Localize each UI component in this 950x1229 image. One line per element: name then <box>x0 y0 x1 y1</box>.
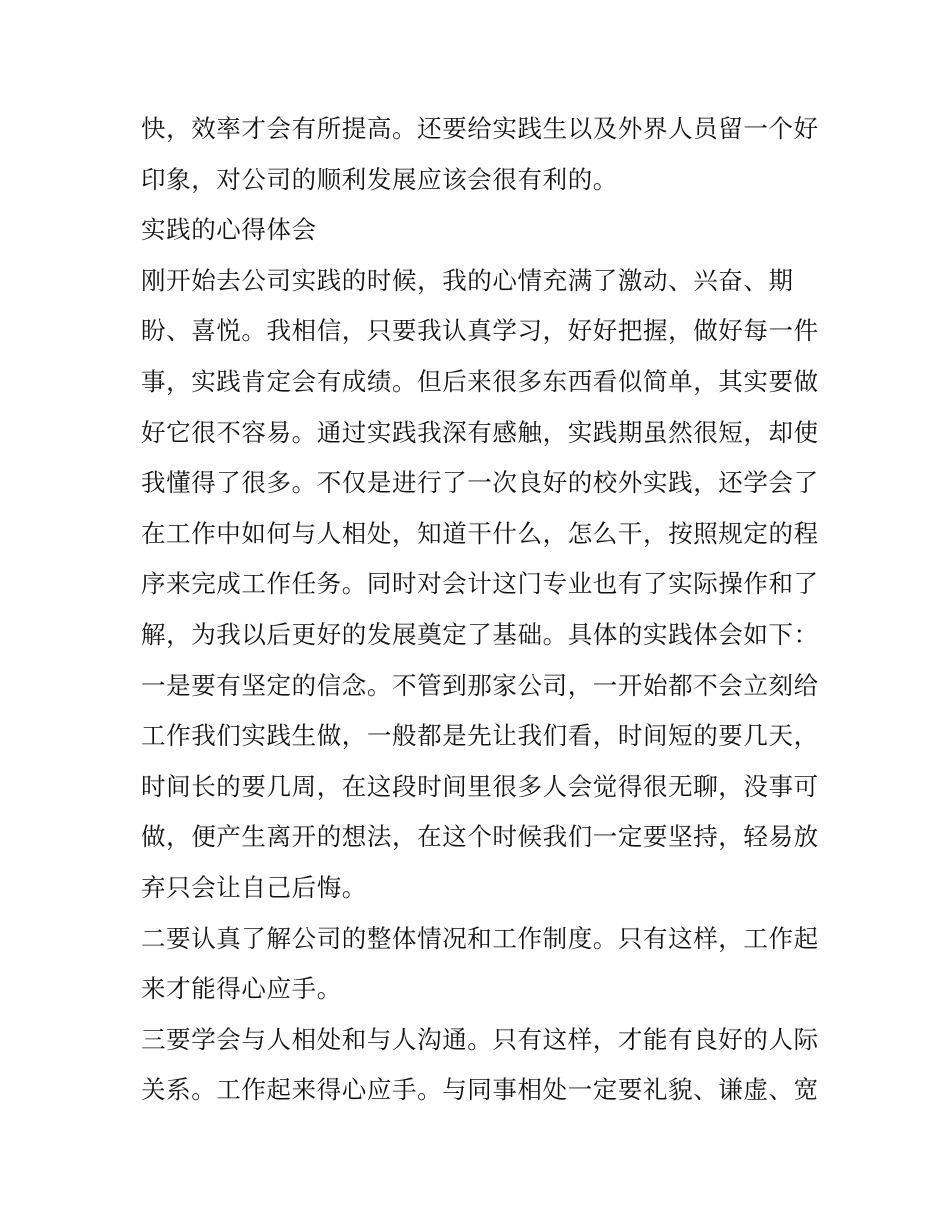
text-line: 一是要有坚定的信念。不管到那家公司，一开始都不会立刻给 <box>141 670 819 700</box>
text-line: 刚开始去公司实践的时候，我的心情充满了激动、兴奋、期 <box>141 265 794 295</box>
text-line: 工作我们实践生做，一般都是先让我们看，时间短的要几天， <box>141 721 819 751</box>
text-line: 做，便产生离开的想法，在这个时候我们一定要坚持，轻易放 <box>141 822 819 852</box>
text-line: 事，实践肯定会有成绩。但后来很多东西看似简单，其实要做 <box>141 366 819 396</box>
text-line: 三要学会与人相处和与人沟通。只有这样，才能有良好的人际 <box>141 1024 819 1054</box>
text-line: 在工作中如何与人相处，知道干什么，怎么干，按照规定的程 <box>141 518 819 548</box>
text-line: 来才能得心应手。 <box>141 974 342 1004</box>
text-line: 盼、喜悦。我相信，只要我认真学习，好好把握，做好每一件 <box>141 316 819 346</box>
text-line: 我懂得了很多。不仅是进行了一次良好的校外实践，还学会了 <box>141 468 819 498</box>
text-line: 弃只会让自己后悔。 <box>141 872 367 902</box>
text-line: 印象，对公司的顺利发展应该会很有利的。 <box>141 164 618 194</box>
text-line: 解，为我以后更好的发展奠定了基础。具体的实践体会如下： <box>141 619 819 649</box>
text-line: 时间长的要几周，在这段时间里很多人会觉得很无聊，没事可 <box>141 771 819 801</box>
body-text <box>141 104 817 1116</box>
text-line: 关系。工作起来得心应手。与同事相处一定要礼貌、谦虚、宽 <box>141 1075 819 1105</box>
text-line: 好它很不容易。通过实践我深有感触，实践期虽然很短，却使 <box>141 417 819 447</box>
section-heading: 实践的心得体会 <box>141 215 317 245</box>
text-line: 快，效率才会有所提高。还要给实践生以及外界人员留一个好 <box>141 114 819 143</box>
text-line: 序来完成工作任务。同时对会计这门专业也有了实际操作和了 <box>141 569 819 599</box>
text-line: 二要认真了解公司的整体情况和工作制度。只有这样，工作起 <box>141 923 819 953</box>
